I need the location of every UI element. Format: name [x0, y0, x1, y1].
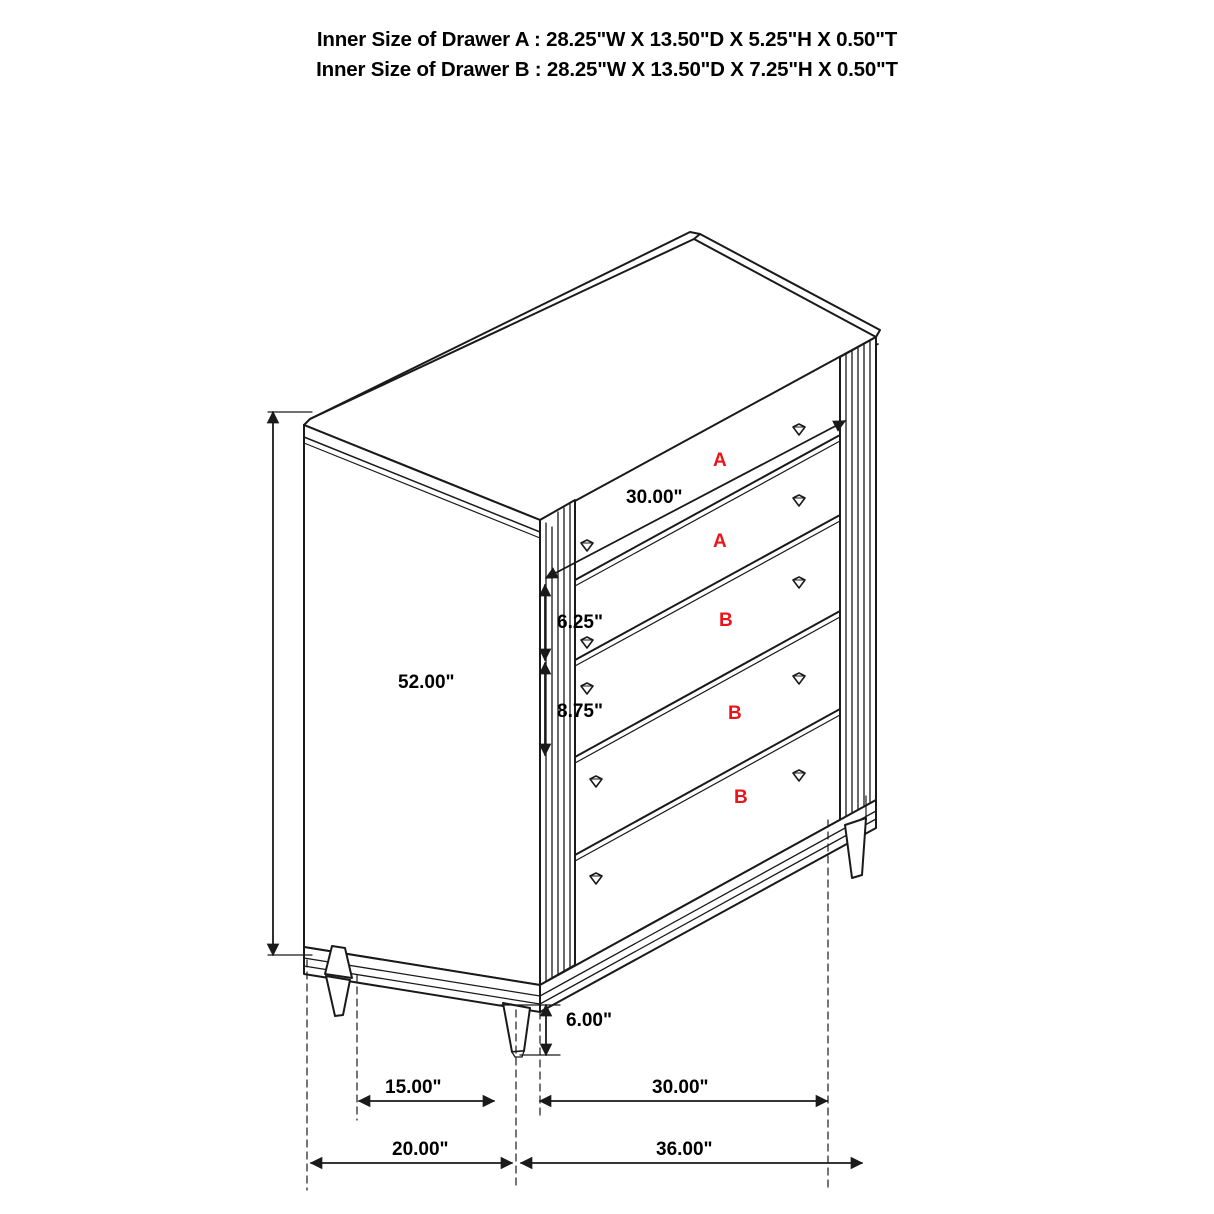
drawer-label-a-1: A [713, 450, 727, 471]
drawer-label-b-2: B [728, 703, 742, 724]
dim-label-overall-height: 52.00" [398, 672, 455, 693]
dim-label-drawer-front-width: 30.00" [626, 487, 683, 508]
drawer-label-b-3: B [734, 787, 748, 808]
header-line-2: Inner Size of Drawer B : 28.25"W X 13.50"D X 7.25"H X 0.50"T [316, 58, 898, 81]
dim-label-drawer-a-height: 6.25" [557, 612, 603, 633]
right-pilaster [840, 337, 876, 820]
drawer-label-b-1: B [719, 610, 733, 631]
dim-label-front-width: 30.00" [652, 1077, 709, 1098]
dim-label-leg-height: 6.00" [566, 1010, 612, 1031]
dim-label-side-depth: 15.00" [385, 1077, 442, 1098]
chest-left-side-panel [304, 425, 540, 985]
header-line-1: Inner Size of Drawer A : 28.25"W X 13.50"D X 5.25"H X 0.50"T [316, 28, 898, 51]
dim-label-drawer-b-height: 8.75" [557, 701, 603, 722]
dim-label-side-depth-total: 20.00" [392, 1139, 449, 1160]
dim-label-overall-width: 36.00" [656, 1139, 713, 1160]
drawer-label-a-2: A [713, 531, 727, 552]
